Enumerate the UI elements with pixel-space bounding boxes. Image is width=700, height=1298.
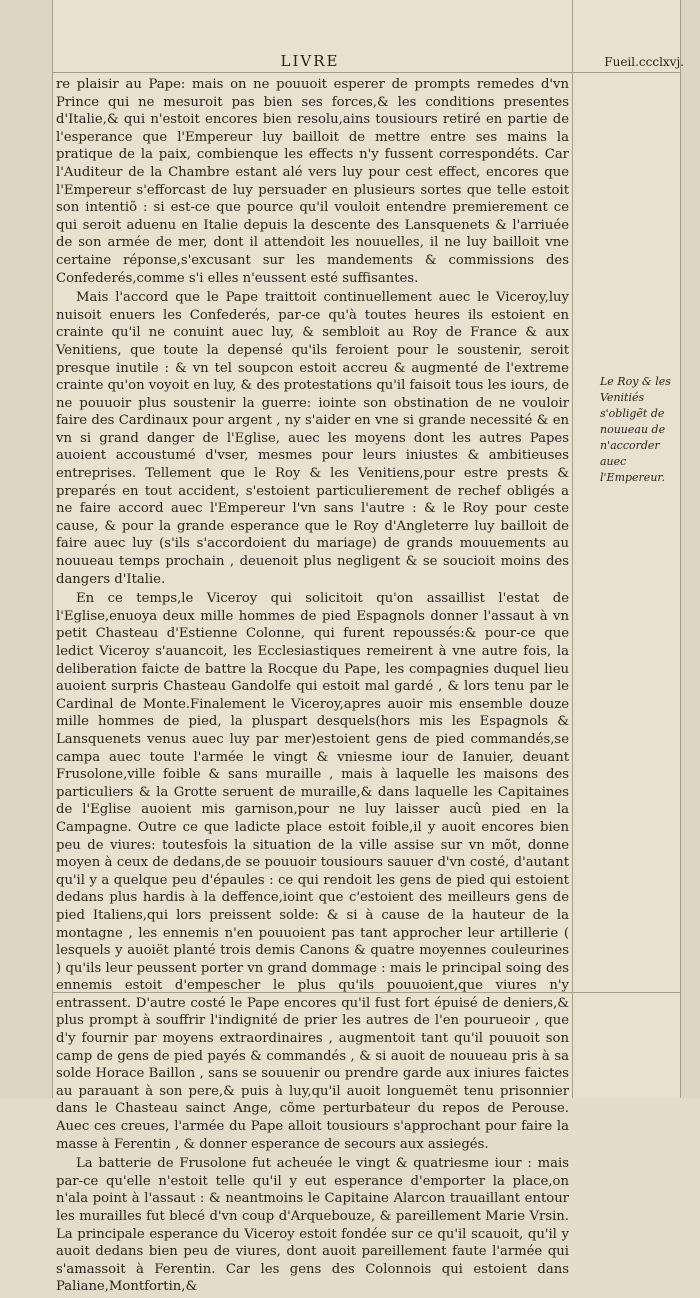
outer-margin-rule: [680, 0, 681, 1098]
margin-note: Le Roy & les Venitiés s'obligẽt de nouueau de n'accorder auec l'Empereur.: [600, 375, 671, 484]
left-margin-rule: [52, 0, 53, 1098]
paragraph: En ce temps,le Viceroy qui solicitoit qu'on assaillist l'estat de l'Eglise,enuoya deux mille hommes de pied Espagnols donner l'assaut à vn petit Chasteau d'Estienne Colonne, qui furent repoussés:& pour-ce que ledict Viceroy s'auancoit, les Ecclesiastiques remeirent à vne autre fois, la deliberation faicte de battre la Rocque du Pape, les compagnies duquel lieu auoient surpris Chasteau Gandolfe qui estoit mal gardé , & lors tenu par le Cardinal de Monte.Finalement le Viceroy,apres auoir mis ensemble douze mille hommes de pied, la pluspart desquels(hors mis les Espagnols & Lansquenets venus auec luy par mer)estoient gens de pied commandés,se campa auec toute l'armée le vingt & vniesme iour de Ianuier, deuant Frusolone,ville foible & sans muraille , mais à laquelle les maisons des particuliers & la Grotte seruent de muraille,& dans laquelle les Capitaines de l'Eglise auoient mis garnison,pour ne luy laisser aucû pied en la Campagne. Outre ce que ladicte place estoit foible,il y auoit encores bien peu de viures: toutesfois la situation de la ville assise sur vn mõt, donne moyen à ceux de dedans,de se pouuoir tousiours sauuer d'vn costé, d'autant qu'il y a quelque peu d'épaules : ce qui rendoit les gens de pied qui estoient dedans plus hardis à la deffence,ioint que c'estoient des meilleurs gens de pied Italiens,qui lors preissent solde: & si à cause de la hauteur de la montagne , les ennemis n'en pouuoient pas tant approcher leur artillerie ( lesquels y auoiët planté trois demis Canons & quatre moyennes couleurines ) qu'ils leur peussent porter vn grand dommage : mais le principal soing des ennemis estoit d'empescher le plus qu'ils pouuoient,que viures n'y entrassent. D'autre costé le Pape encores qu'il fust fort épuisé de deniers,& plus prompt à souffrir l'indignité de prier les autres de l'en pourueoir , que d'y fournir par moyens extraordinaires , augmentoit tant qu'il pouuoit son camp de gens de pied payés & commandés , & si auoit de nouueau pris à sa solde Horace Baillon , sans se souuenir ou prendre garde aux iniures faictes au parauant à son pere,& puis à luy,qu'il auoit longuemët tenu prisonnier dans le Chasteau sainct Ange, cõme perturbateur du repos de Perouse. Auec ces creues, l'armée du Pape alloit tousiours s'approchant pour faire la masse à Ferentin , & donner esperance de secours aux assiegés.: [56, 591, 569, 1152]
paragraph: La batterie de Frusolone fut acheuée le vingt & quatriesme iour : mais par-ce qu'elle n'estoit telle qu'il y eut esperance d'emporter la place,on n'ala point à l'assaut : & neantmoins le Capitaine Alarcon trauaillant entour les murailles fut blecé d'vn coup d'Arquebouze, & pareillement Marie Vrsin. La principale esperance du Viceroy estoit fondée sur ce qu'il scauoit, qu'il y auoit dedans bien peu de viures, dont auoit pareillement faute l'armée qui s'amassoit à Ferentin. Car les gens des Colonnois qui estoient dans Paliane,Montfortin,&: [56, 1156, 569, 1295]
page-gutter: [0, 0, 52, 1098]
header-rule: [52, 72, 680, 73]
running-title: LIVRE: [280, 52, 340, 70]
main-text: [56, 76, 569, 1298]
paragraph: re plaisir au Pape: mais on ne pouuoit esperer de prompts remedes d'vn Prince qui ne mesuroit pas bien ses forces,& les conditions presentes d'Italie,& qui n'estoit encores bien resolu,ains tousiours retiré en partie de l'esperance que l'Empereur luy bailloit de mettre entre ses mains la pratique de la paix, combienque les effects n'y fussent correspondéts. Car l'Auditeur de la Chambre estant alé vers luy pour cest effect, encores que l'Empereur s'efforcast de luy persuader en plusieurs sortes que telle estoit son intentiõ : si est-ce que pource qu'il vouloit entendre premierement ce qui seroit aduenu en Italie depuis la descente des Lansquenets & l'arriuée de son armée de mer, dont il attendoit les nouuelles, il ne luy bailloit vne certaine réponse,s'excusant sur les mandements & commissions des Confederés,comme s'i elles n'eussent esté suffisantes.: [56, 77, 569, 286]
folio-number: Fueil.ccclxvj.: [604, 55, 684, 69]
text-right-rule: [572, 0, 573, 1098]
paragraph: Mais l'accord que le Pape traittoit continuellement auec le Viceroy,luy nuisoit enuers les Confederés, par-ce qu'à toutes heures ils estoient en crainte qu'il ne conuint auec luy, & sembloit au Roy de France & aux Venitiens, que toute la depensé qu'ils feroient pour le soustenir, seroit presque inutile : & vn tel soupcon estoit accreu & augmenté de l'extreme crainte qu'on voyoit en luy, & des protestations qu'il faisoit tous les iours, de ne pouuoir plus soustenir la guerre: iointe son obstination de ne vouloir faire des Cardinaux pour argent , ny s'aider en vne si grande necessité & en vn si grand danger de l'Eglise, auec les moyens dont les autres Papes auoient accoustumé d'vser, mesmes pour leurs iniustes & ambitieuses entreprises. Tellement que le Roy & les Venitiens,pour estre prests & preparés en tout accident, s'estoient particulierement de rechef obligés a ne faire accord auec l'Empereur l'vn sans l'autre : & le Roy pour ceste cause, & pour la grande esperance que le Roy d'Angleterre luy bailloit de faire auec luy (s'ils s'accordoient du mariage) de grands mouuements au nouueau temps prochain , deuenoit plus negligent & se soucioit moins des dangers d'Italie.: [56, 290, 569, 587]
page-edge: [680, 0, 700, 1098]
